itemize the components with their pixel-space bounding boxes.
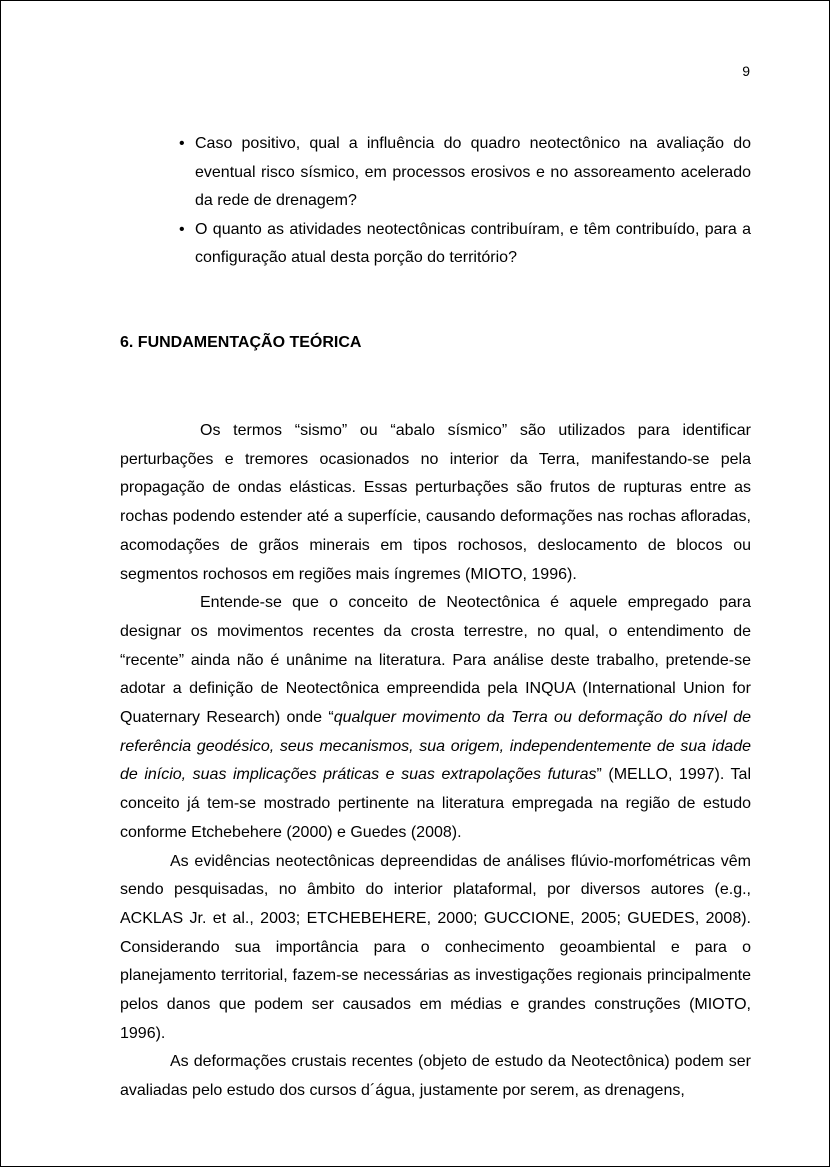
paragraph: As deformações crustais recentes (objeto de estudo da Neotectônica) podem ser avaliadas pelo estudo dos cursos d´água, justamente por serem, as drenagens, [120,1053,751,1100]
bullet-icon: • [179,220,185,238]
page-number: 9 [742,63,750,79]
list-item-text: Caso positivo, qual a influência do quadro neotectônico na avaliação do eventual risco sísmico, em processos erosivos e no assoreamento acelerado da rede de drenagem? [195,135,751,210]
list-item-text: O quanto as atividades neotectônicas contribuíram, e têm contribuído, para a configuração atual desta porção do território? [195,220,751,267]
section-heading: 6. FUNDAMENTAÇÃO TEÓRICA [120,334,362,351]
paragraph-text: Entende-se que o conceito de Neotectônica é aquele empregado para designar os movimentos recentes da crosta terrestre, no qual, o entendimento de “recente” ainda não é unânime na literatura. Para análise deste trabalho, pretende-se adotar a definição de Neotectônica empreendida pela INQUA (International Union for Quaternary Research) onde “ [120,594,751,727]
bullet-icon: • [179,135,185,152]
quoted-definition: qualquer movimento da Terra ou deformação do nível de referência geodésico, seus mecanismos, sua origem, independentemente de sua idade de início, suas implicações práticas e suas extrapolações futuras [120,709,751,784]
list-item [176,216,751,273]
paragraph [120,589,751,847]
paragraph-text: ” (MELLO, 1997). Tal conceito já tem-se mostrado pertinente na literatura empregada na região de estudo conforme Etchebehere (2000) e Guedes (2008). [120,766,751,841]
research-questions-list [176,130,751,273]
list-item [176,130,751,216]
paragraph: Os termos “sismo” ou “abalo sísmico” são utilizados para identificar perturbações e tremores ocasionados no interior da Terra, manifestando-se pela propagação de ondas elásticas. Essas perturbações são frutos de rupturas entre as rochas podendo estender até a superfície, causando deformações nas rochas afloradas, acomodações de grãos minerais em tipos rochosos, deslocamento de blocos ou segmentos rochosos em regiões mais íngremes (MIOTO, 1996). [120,422,751,583]
body-text [120,417,751,1106]
paragraph: As evidências neotectônicas depreendidas de análises flúvio-morfométricas vêm sendo pesquisadas, no âmbito do interior plataformal, por diversos autores (e.g., ACKLAS Jr. et al., 2003; ETCHEBEHERE, 2000; GUCCIONE, 2005; GUEDES, 2008). Considerando sua importância para o conhecimento geoambiental e para o planejamento territorial, fazem-se necessárias as investigações regionais principalmente pelos danos que podem ser causados em médias e grandes construções (MIOTO, 1996). [120,852,751,1042]
